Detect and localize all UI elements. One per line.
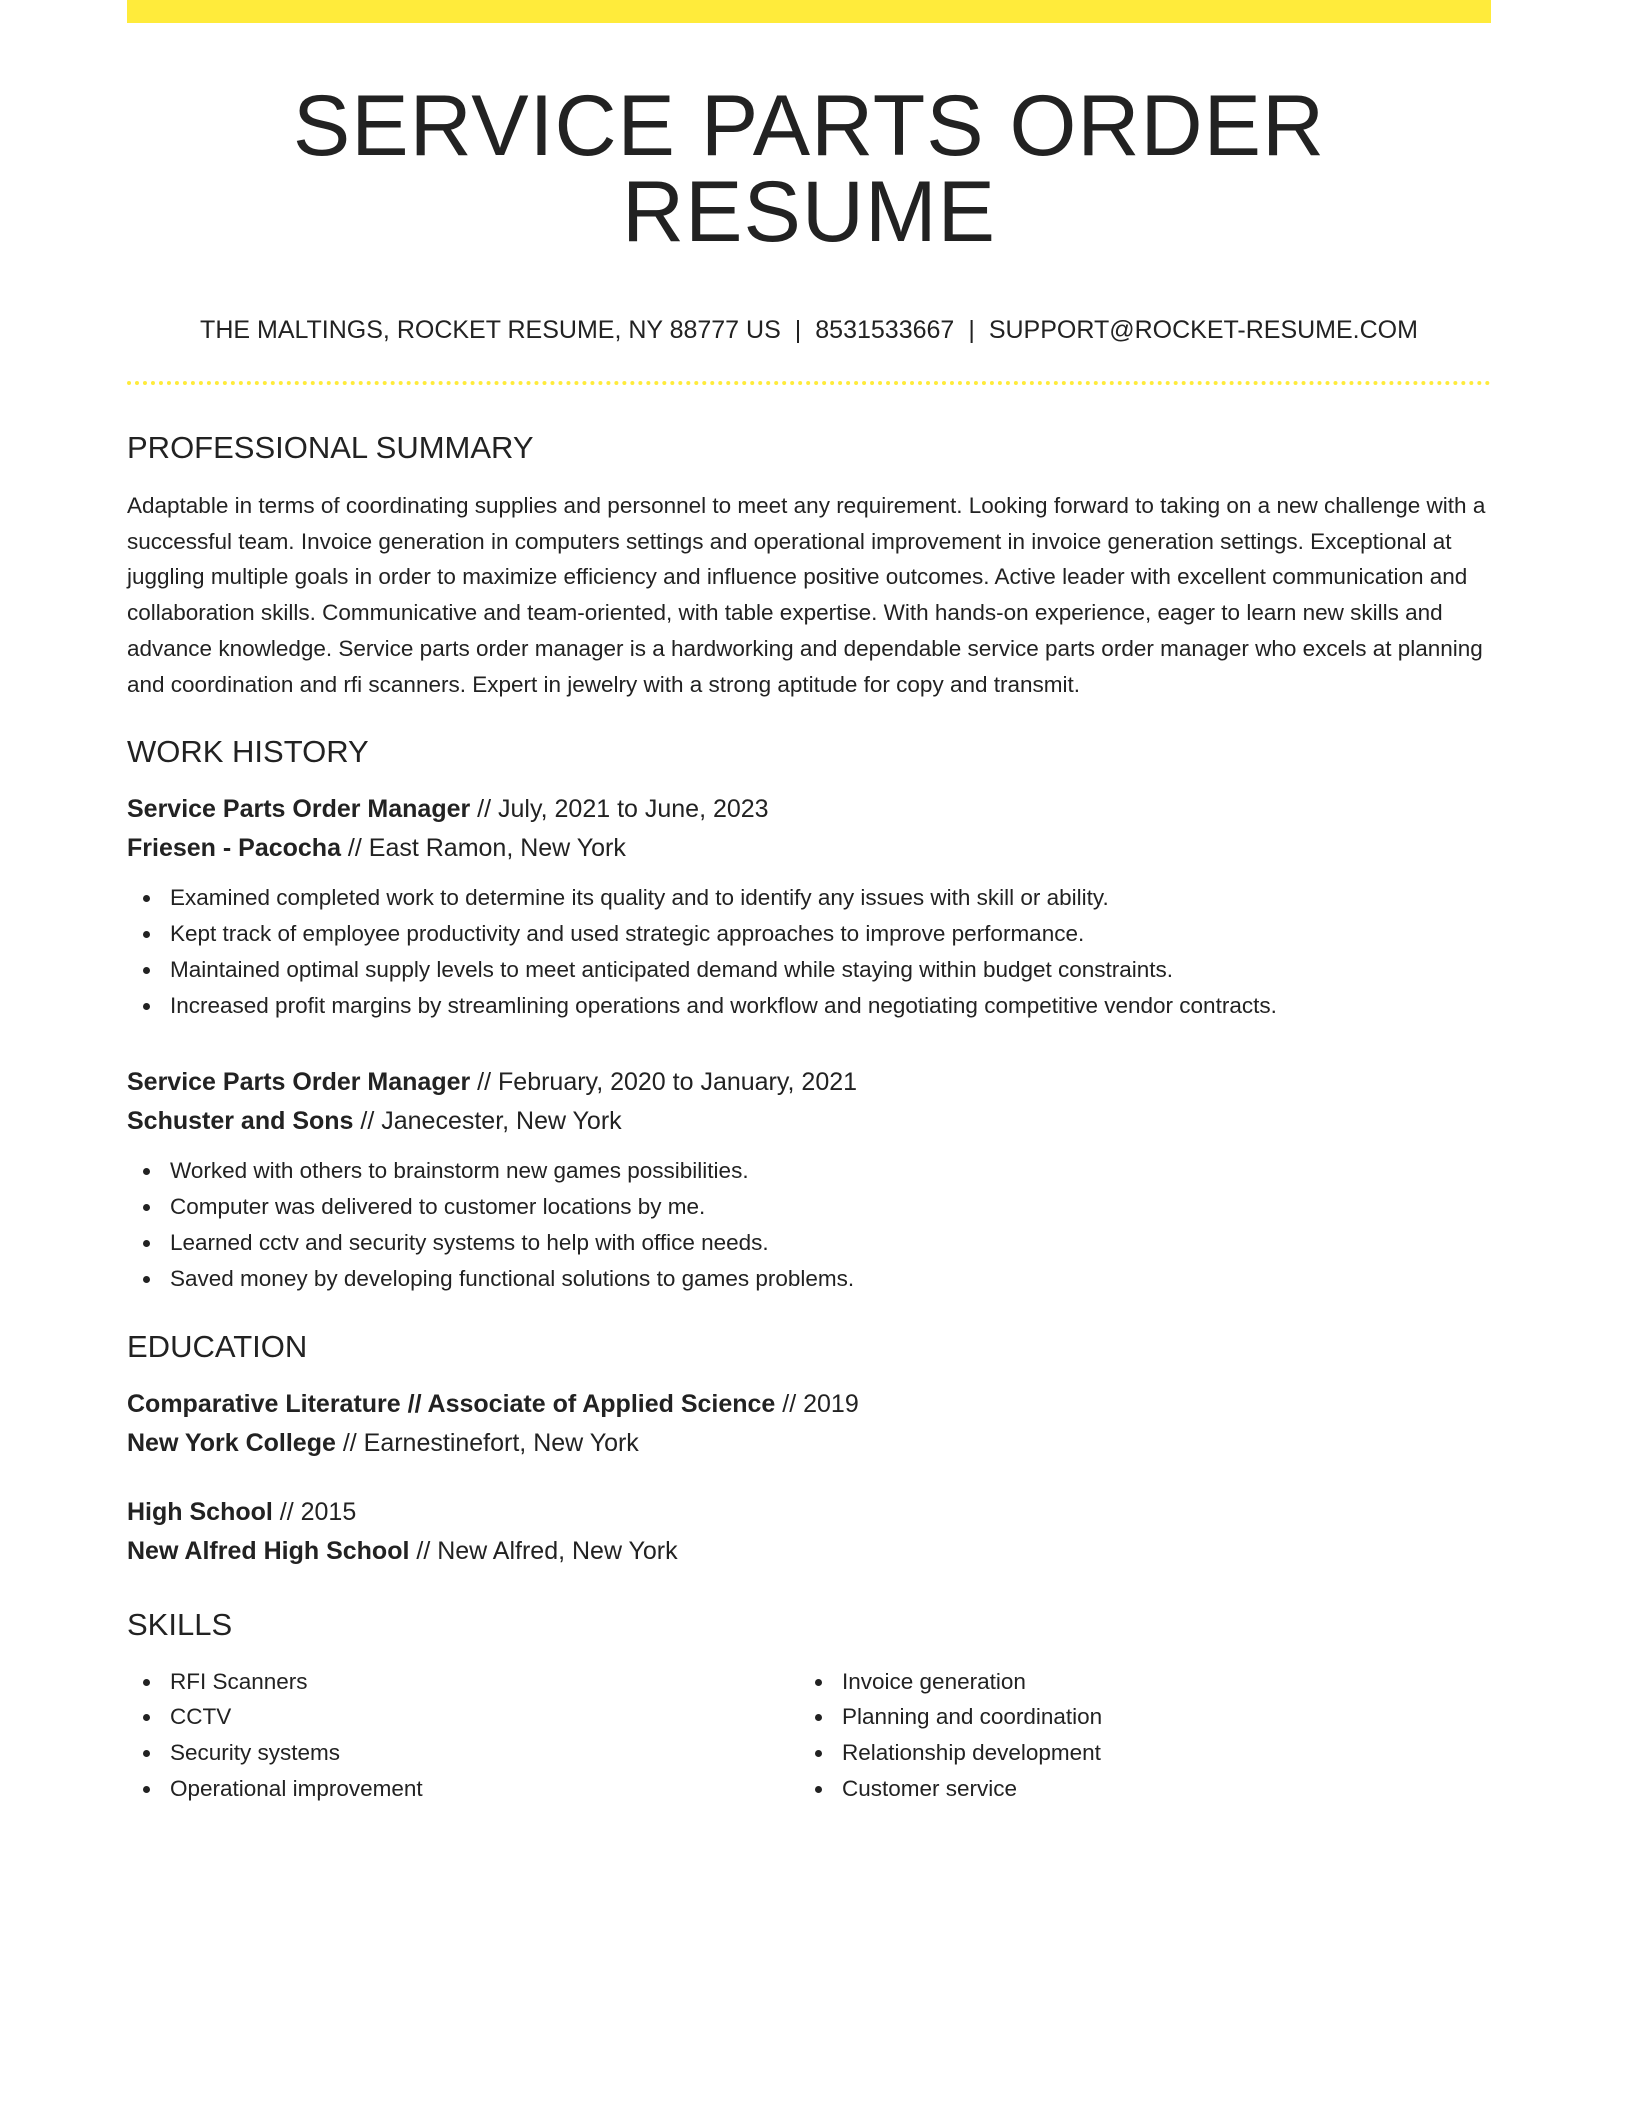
- education-degree: High School: [127, 1497, 273, 1526]
- contact-line: [127, 318, 1491, 343]
- skill-item: Relationship development: [799, 1735, 1471, 1771]
- education-degree-line: [127, 1385, 1491, 1424]
- education-school-line: [127, 1424, 1491, 1463]
- section-title-work-history: WORK HISTORY: [127, 734, 369, 770]
- contact-separator: |: [968, 316, 975, 344]
- skills-column-right: [799, 1664, 1471, 1807]
- job-heading: [127, 1063, 1491, 1102]
- skills-column-left: [127, 1664, 799, 1807]
- summary-paragraph: Adaptable in terms of coordinating supplies and personnel to meet any requirement. Looking forward to taking on a new challenge with a successful team. Invoice generation in computers settings and operational improvement in invoice generation settings. Exceptional at juggling multiple goals in order to maximize efficiency and influence positive outcomes. Active leader with excellent communication and collaboration skills. Communicative and team-oriented, with table expertise. With hands-on experience, eager to learn new skills and advance knowledge. Service parts order manager is a hardworking and dependable service parts order manager who excels at planning and coordination and rfi scanners. Expert in jewelry with a strong aptitude for copy and transmit.: [127, 493, 1486, 697]
- job-location: // East Ramon, New York: [340, 834, 626, 863]
- resume-page: [127, 0, 1491, 1807]
- education-entry: [127, 1493, 1491, 1571]
- skills-grid: [127, 1664, 1491, 1807]
- education-location: // New Alfred, New York: [409, 1536, 678, 1565]
- skill-item: Security systems: [127, 1735, 799, 1771]
- contact-email: SUPPORT@ROCKET-RESUME.COM: [988, 316, 1418, 344]
- education-location: // Earnestinefort, New York: [335, 1428, 639, 1457]
- section-title-education: EDUCATION: [127, 1328, 308, 1364]
- job-dates: // July, 2021 to June, 2023: [470, 795, 769, 824]
- dotted-divider: [127, 381, 1491, 385]
- list-item: Saved money by developing functional solutions to games problems.: [127, 1261, 1491, 1297]
- job-location: // Janecester, New York: [353, 1107, 622, 1136]
- contact-separator: |: [794, 316, 802, 344]
- list-item: Increased profit margins by streamlining operations and workflow and negotiating competitive vendor contracts.: [127, 988, 1491, 1024]
- skill-item: Customer service: [799, 1771, 1471, 1807]
- job-bullets: [127, 1153, 1491, 1296]
- skill-item: Planning and coordination: [799, 1699, 1471, 1735]
- job-company: Friesen - Pacocha: [127, 834, 341, 863]
- education-school: New Alfred High School: [127, 1536, 410, 1565]
- list-item: Computer was delivered to customer locations by me.: [127, 1189, 1491, 1225]
- section-title-skills: SKILLS: [127, 1606, 233, 1642]
- education-school: New York College: [127, 1428, 336, 1457]
- job-role: Service Parts Order Manager: [127, 795, 471, 824]
- contact-phone: 8531533667: [815, 316, 955, 344]
- job-company: Schuster and Sons: [127, 1107, 354, 1136]
- accent-top-bar: [127, 0, 1491, 23]
- skill-item: CCTV: [127, 1699, 799, 1735]
- job-dates: // February, 2020 to January, 2021: [470, 1068, 858, 1097]
- job-company-line: [127, 1102, 1491, 1141]
- education-school-line: [127, 1532, 1491, 1571]
- education-entry: [127, 1385, 1491, 1463]
- list-item: Kept track of employee productivity and used strategic approaches to improve performance.: [127, 916, 1491, 952]
- skill-item: Operational improvement: [127, 1771, 799, 1807]
- education-year: // 2019: [775, 1389, 859, 1418]
- education-year: // 2015: [272, 1497, 357, 1526]
- education-degree: Comparative Literature // Associate of Applied Science: [127, 1389, 776, 1418]
- education-degree-line: [127, 1493, 1491, 1532]
- job-bullets: [127, 880, 1491, 1023]
- job-entry: [127, 790, 1491, 1023]
- job-role: Service Parts Order Manager: [127, 1068, 471, 1097]
- skill-item: RFI Scanners: [127, 1664, 799, 1700]
- list-item: Learned cctv and security systems to help with office needs.: [127, 1225, 1491, 1261]
- contact-address: THE MALTINGS, ROCKET RESUME, NY 88777 US: [200, 316, 781, 344]
- skill-item: Invoice generation: [799, 1664, 1471, 1700]
- resume-title: SERVICE PARTS ORDER RESUME: [292, 78, 1326, 260]
- list-item: Examined completed work to determine its quality and to identify any issues with skill or ability.: [127, 880, 1491, 916]
- job-entry: [127, 1063, 1491, 1296]
- section-title-summary: PROFESSIONAL SUMMARY: [127, 430, 534, 465]
- list-item: Maintained optimal supply levels to meet anticipated demand while staying within budget constraints.: [127, 952, 1491, 988]
- job-company-line: [127, 829, 1491, 868]
- list-item: Worked with others to brainstorm new games possibilities.: [127, 1153, 1491, 1189]
- job-heading: [127, 790, 1491, 829]
